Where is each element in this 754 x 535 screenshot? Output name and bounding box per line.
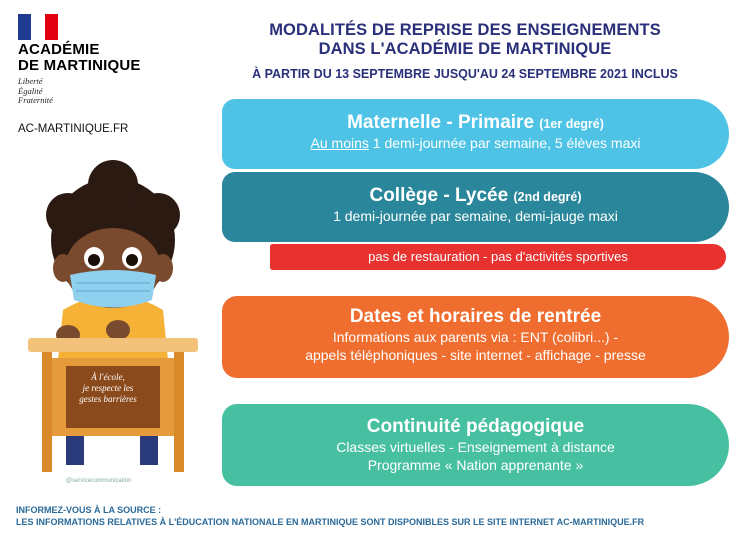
- illustration-credit: @servicecommunication: [66, 478, 132, 484]
- desk-sign: À l'école, je respecte les gestes barrières: [79, 372, 137, 404]
- restriction-banner: pas de restauration - pas d'activités sportives: [270, 244, 726, 270]
- french-flag-icon: [18, 14, 58, 40]
- page-title: MODALITÉS DE REPRISE DES ENSEIGNEMENTS DANS L'ACADÉMIE DE MARTINIQUE: [269, 21, 661, 58]
- continuite-line2: Programme « Nation apprenante »: [367, 457, 584, 473]
- footer-heading: INFORMEZ-VOUS À LA SOURCE :: [16, 505, 162, 515]
- continuite-title: Continuité pédagogique: [366, 416, 585, 437]
- footer-text: LES INFORMATIONS RELATIVES À L'ÉDUCATION NATIONALE EN MARTINIQUE SONT DISPONIBLES SUR LE SITE INTERNET AC-MARTINIQUE.FR: [16, 517, 645, 527]
- dates-line1: Informations aux parents via : ENT (colibri...) -: [332, 329, 619, 345]
- continuite-band: [222, 404, 729, 486]
- dates-title: Dates et horaires de rentrée: [349, 306, 602, 327]
- secondaire-detail: 1 demi-journée par semaine, demi-jauge maxi: [333, 208, 618, 224]
- secondaire-band: [222, 172, 729, 242]
- date-range-subtitle: À PARTIR DU 13 SEPTEMBRE JUSQU'AU 24 SEPTEMBRE 2021 INCLUS: [252, 67, 678, 81]
- academy-logo-name: ACADÉMIE DE MARTINIQUE: [18, 41, 141, 74]
- continuite-line1: Classes virtuelles - Enseignement à distance: [336, 439, 615, 455]
- primaire-band: [222, 99, 729, 169]
- dates-band: [222, 296, 729, 378]
- primaire-title: Maternelle - Primaire (1er degré): [347, 112, 604, 133]
- primaire-detail: Au moins 1 demi-journée par semaine, 5 élèves maxi: [310, 135, 641, 151]
- republic-motto: Liberté Égalité Fraternité: [18, 76, 53, 105]
- site-url: AC-MARTINIQUE.FR: [18, 123, 129, 135]
- dates-line2: appels téléphoniques - site internet - affichage - presse: [305, 347, 646, 363]
- child-illustration: [28, 160, 198, 480]
- secondaire-title: Collège - Lycée (2nd degré): [369, 185, 582, 206]
